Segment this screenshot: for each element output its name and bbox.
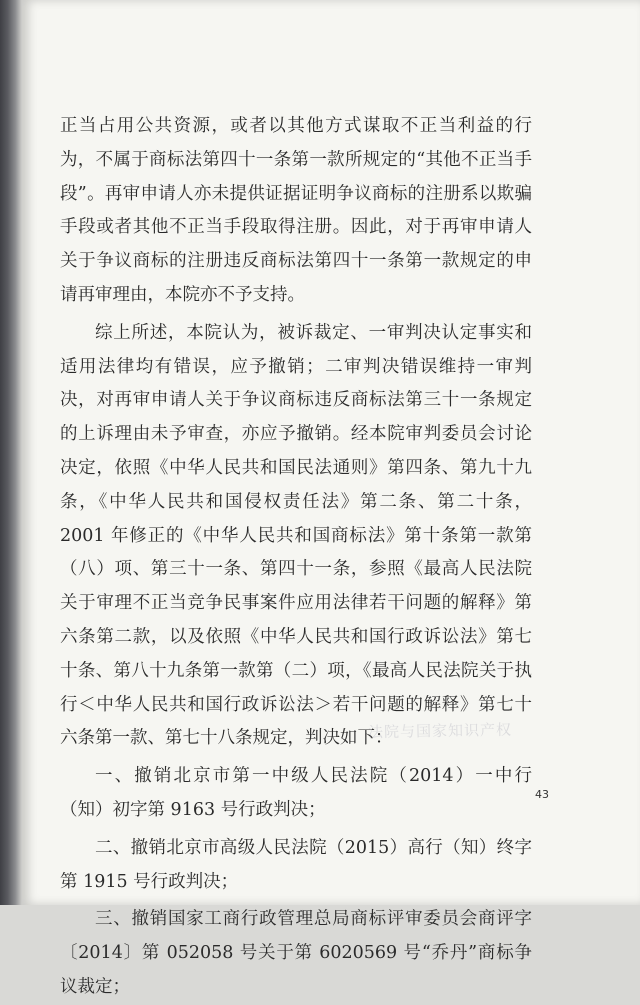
page-number: 43: [535, 788, 549, 801]
paragraph-conclusion: 综上所述，本院认为，被诉裁定、一审判决认定事实和适用法律均有错误，应予撤销；二审判决错误维持一审判决，对再审申请人关于争议商标违反商标法第三十一条规定的上诉理由未予审查，亦应予撤销。经本院审判委员会讨论决定，依照《中华人民共和国民法通则》第四条、第九十九条，《中华人民共和国侵权责任法》第二条、第二十条，2001 年修正的《中华人民共和国商标法》第十条第一款第（八）项、第三十一条、第四十一条，参照《最高人民法院关于审理不正当竞争民事案件应用法律若干问题的解释》第六条第二款，以及依照《中华人民共和国行政诉讼法》第七十条、第八十九条第一款第（二）项，《最高人民法院关于执行＜中华人民共和国行政诉讼法＞若干问题的解释》第七十六条第一款、第七十八条规定，判决如下：: [60, 322, 532, 749]
scan-binding-edge: [0, 0, 22, 905]
judgment-item-2: 二、撤销北京市高级人民法院（2015）高行（知）终字第 1915 号行政判决；: [60, 837, 532, 892]
document-body: [60, 110, 532, 1005]
paragraph-continuation: 正当占用公共资源，或者以其他方式谋取不正当利益的行为，不属于商标法第四十一条第一款所规定的“其他不正当手段”。再审申请人亦未提供证据证明争议商标的注册系以欺骗手段或者其他不正当手段取得注册。因此，对于再审申请人关于争议商标的注册违反商标法第四十一条第一款规定的申请再审理由，本院亦不予支持。: [60, 116, 532, 305]
judgment-item-1: 一、撤销北京市第一中级人民法院（2014）一中行（知）初字第 9163 号行政判决；: [60, 766, 532, 820]
judgment-item-3: 三、撤销国家工商行政管理总局商标评审委员会商评字〔2014〕第 052058 号关于第 6020569 号“乔丹”商标争议裁定；: [60, 909, 532, 997]
faint-stamp-text: 法院与国家知识产权: [367, 720, 513, 742]
